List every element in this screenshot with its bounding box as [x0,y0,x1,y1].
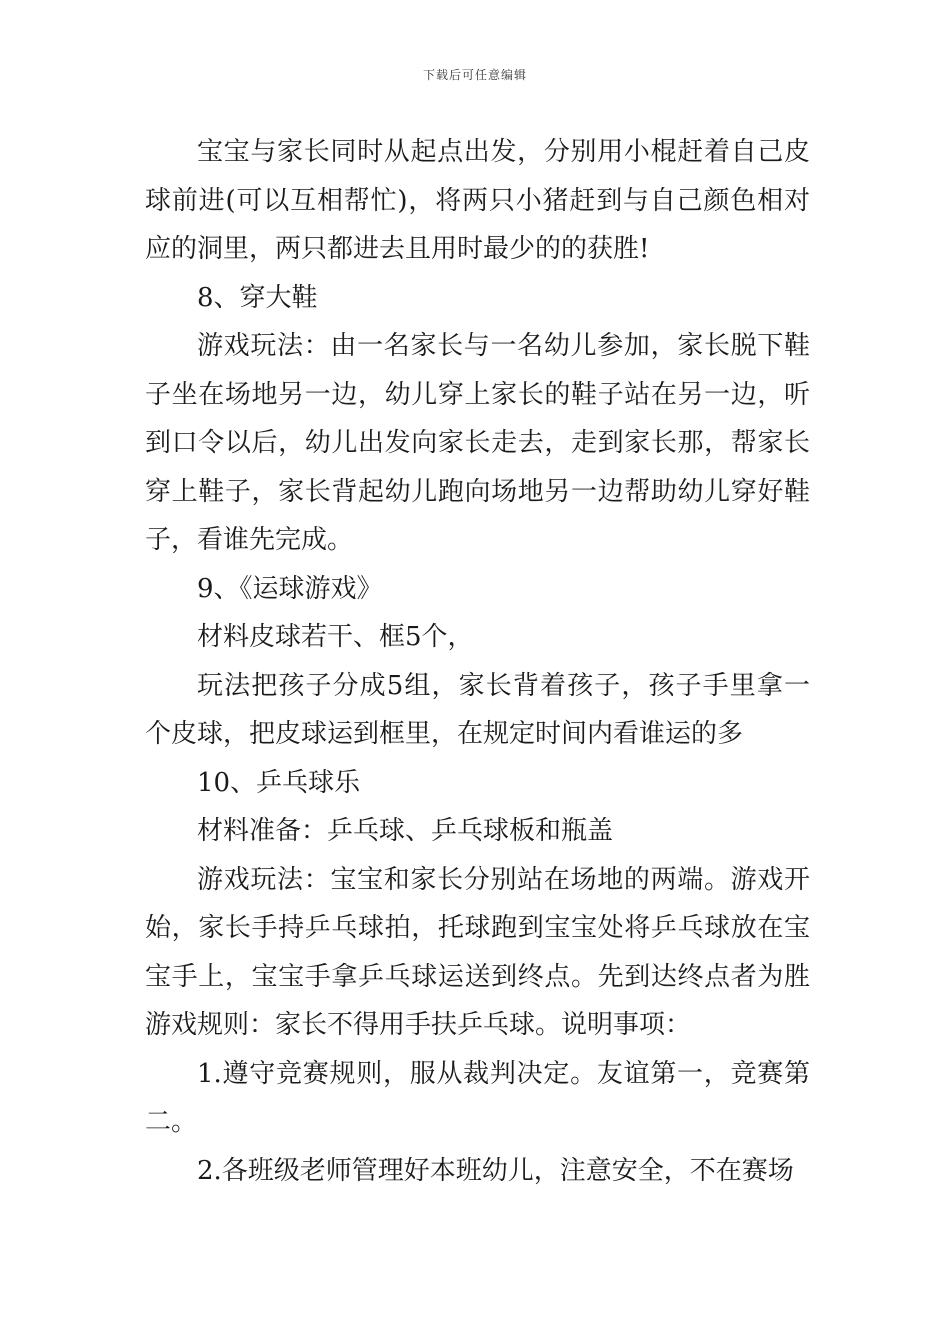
document-body [145,128,810,1195]
paragraph-3: 游戏玩法：由一名家长与一名幼儿参加，家长脱下鞋子坐在场地另一边，幼儿穿上家长的鞋子站在另一边，听到口令以后，幼儿出发向家长走去，走到家长那，帮家长穿上鞋子，家长背起幼儿跑向场地另一边帮助幼儿穿好鞋子，看谁先完成。 [145,331,810,555]
section-heading-10: 10、乒乓球乐 [197,767,361,798]
section-heading-9: 9、《运球游戏》 [197,573,383,604]
paragraph-5: 材料皮球若干、框5个， [197,622,474,652]
section-heading-8: 8、穿大鞋 [197,282,318,313]
paragraph-6: 玩法把孩子分成5组，家长背着孩子，孩子手里拿一个皮球，把皮球运到框里，在规定时间内看谁运的多 [145,670,810,749]
paragraph-10: 1.遵守竞赛规则，服从裁判决定。友谊第一，竞赛第二。 [145,1058,810,1137]
paragraph-11: 2.各班级老师管理好本班幼儿，注意安全，不在赛场 [197,1155,794,1186]
paragraph-8: 材料准备：乒乓球、乒乓球板和瓶盖 [197,816,614,846]
paragraph-1: 宝宝与家长同时从起点出发，分别用小棍赶着自己皮球前进(可以互相帮忙)，将两只小猪赶到与自己颜色相对应的洞里，两只都进去且用时最少的的获胜! [145,137,810,264]
paragraph-9: 游戏玩法：宝宝和家长分别站在场地的两端。游戏开始，家长手持乒乓球拍，托球跑到宝宝处将乒乓球放在宝宝手上，宝宝手拿乒乓球运送到终点。先到达终点者为胜游戏规则：家长不得用手扶乒乓球。说明事项： [145,864,810,1040]
page-header: 下载后可任意编辑 [422,68,527,82]
